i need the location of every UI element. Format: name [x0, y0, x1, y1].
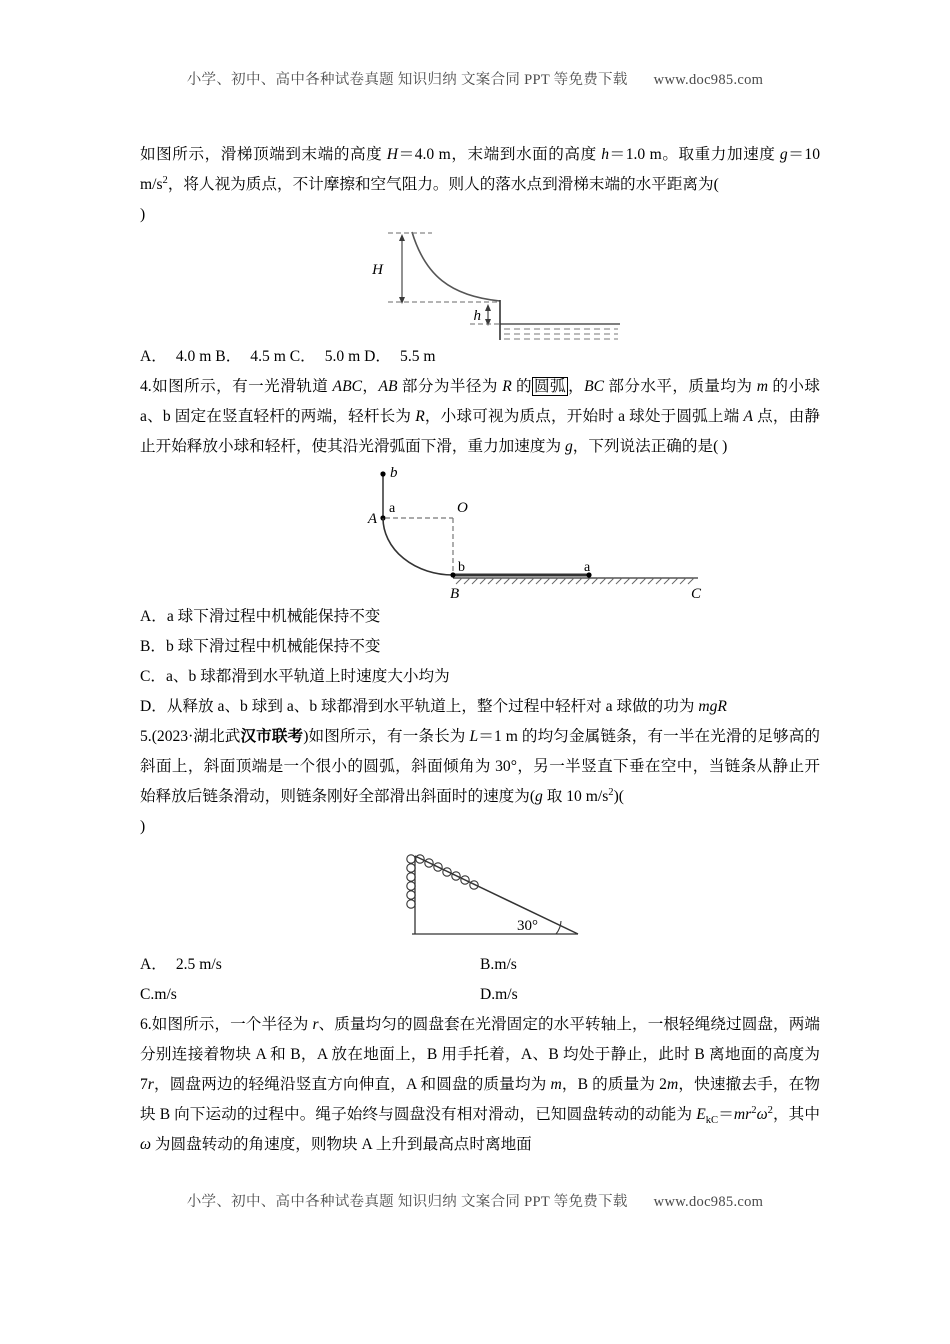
p5-option-c-label: C.: [140, 986, 155, 1003]
p4-var-BC: BC: [584, 378, 605, 395]
p4-option-b-text: b 球下滑过程中机械能保持不变: [166, 638, 381, 655]
p5-t3: 取 10 m/s: [542, 788, 609, 805]
problem-4-body: [140, 372, 820, 462]
label-a-top: a: [389, 501, 396, 516]
p6-sup-omega2: 2: [767, 1104, 773, 1116]
watermark-footer: [0, 1190, 950, 1211]
p4-t8: ，小球可视为质点，开始时 a 球处于圆弧上端: [424, 408, 744, 425]
p5-t1: 如图所示，有一条长为: [308, 728, 470, 745]
problem-3-body: [140, 140, 820, 230]
p4-option-a-text: a 球下滑过程中机械能保持不变: [166, 608, 381, 625]
p5-option-b-text: m/s: [494, 956, 517, 973]
p6-var-mr: mr: [733, 1106, 752, 1123]
arc-track-svg: [140, 462, 820, 602]
incline-chain-figure: [140, 842, 820, 950]
p6-var-r2: r: [147, 1076, 154, 1093]
p4-var-ABC: ABC: [332, 378, 362, 395]
incline-chain-svg: [140, 842, 820, 950]
p4-option-c-text: a、b 球都滑到水平轨道上时速度大小均为: [166, 668, 450, 685]
option-b-label[interactable]: B．: [215, 348, 242, 365]
p4-t2: ，: [362, 378, 379, 395]
watermark-footer-text: 小学、初中、高中各种试卷真题 知识归纳 文案合同 PPT 等免费下载: [186, 1194, 628, 1210]
option-a-text[interactable]: 4.0 m: [175, 348, 212, 365]
label-C: C: [691, 586, 702, 602]
p5-source-bold: 汉市联考: [240, 728, 304, 745]
p4-var-m: m: [756, 378, 769, 395]
p4-t7: 的小球 a、b 固定在竖直轻杆的两端，轻杆长为: [140, 378, 820, 425]
label-A: A: [367, 511, 377, 527]
problem-4-option-b[interactable]: [140, 632, 820, 662]
p4-number: 4.: [140, 378, 152, 395]
problem-5-options-row-1: [140, 950, 820, 980]
p3-text-6: ): [140, 206, 146, 223]
p5-t4: )(: [613, 788, 624, 805]
label-angle: 30°: [517, 918, 538, 934]
p3-var-H: H: [386, 146, 399, 163]
p6-var-m: m: [550, 1076, 562, 1093]
slide-water-figure: [140, 230, 820, 342]
label-O: O: [457, 500, 468, 516]
option-a-label[interactable]: A．: [140, 348, 167, 365]
p4-t1: 如图所示，有一光滑轨道: [151, 378, 333, 395]
problem-5-body: [140, 722, 820, 842]
p6-t8: 为圆盘转动的角速度，则物块 A 上升到最高点时离地面: [151, 1136, 532, 1153]
problem-5-option-b[interactable]: [480, 950, 820, 980]
p6-var-r: r: [312, 1016, 319, 1033]
p4-t4: 的: [511, 378, 533, 395]
watermark-header: [0, 68, 950, 89]
problem-5-option-a[interactable]: [140, 950, 480, 980]
p5-option-c-text: m/s: [154, 986, 177, 1003]
p6-sub-kC: kC: [705, 1115, 719, 1127]
p5-number: 5.: [140, 728, 152, 745]
p6-t6: ＝: [718, 1106, 734, 1123]
p6-var-omega2: ω: [140, 1136, 152, 1153]
p6-t7: ，其中: [772, 1106, 820, 1123]
p4-t5: ，: [568, 378, 585, 395]
p4-boxed-term: 圆弧: [534, 378, 567, 395]
watermark-header-text: 小学、初中、高中各种试卷真题 知识归纳 文案合同 PPT 等免费下载: [186, 72, 628, 88]
p4-option-d-text: 从释放 a、b 球到 a、b 球都滑到水平轨道上，整个过程中轻杆对 a 球做的功为: [166, 698, 699, 715]
option-c-text[interactable]: 5.0 m: [324, 348, 361, 365]
problem-5-option-c[interactable]: [140, 980, 480, 1010]
p6-t3: ，圆盘两边的轻绳沿竖直方向伸直，A 和圆盘的质量均为: [153, 1076, 551, 1093]
watermark-footer-url: www.doc985.com: [653, 1194, 764, 1210]
p6-t1: 如图所示，一个半径为: [151, 1016, 313, 1033]
p5-source-suffix: ): [303, 728, 309, 745]
p4-t6: 部分水平，质量均为: [604, 378, 757, 395]
option-b-text[interactable]: 4.5 m: [250, 348, 286, 365]
p4-option-d-label: D．: [140, 698, 167, 715]
p3-var-h: h: [601, 146, 609, 163]
p4-var-g: g: [564, 438, 573, 455]
p6-t2: 、质量均匀的圆盘套在光滑固定的水平转轴上，一根轻绳绕过圆盘，两端分别连接着物块 A 和 B，A 放在地面上，B 用手托着，A、B 均处于静止，此时 B 离地面的高度为 7: [140, 1016, 820, 1093]
p6-t4: ，B 的质量为 2: [561, 1076, 667, 1093]
p3-sup-2: 2: [162, 174, 168, 186]
p6-t5: ，快速撤去手，在物块 B 向下运动的过程中。绳子始终与圆盘没有相对滑动，已知圆盘转动的动能为: [140, 1076, 820, 1123]
label-h: h: [473, 308, 481, 324]
option-d-label[interactable]: D．: [364, 348, 392, 365]
option-d-text[interactable]: 5.5 m: [400, 348, 436, 365]
option-c-label[interactable]: C．: [289, 348, 316, 365]
document-content: [140, 140, 820, 1160]
problem-5-options-row-2: [140, 980, 820, 1010]
problem-3-options: [140, 342, 820, 372]
p5-option-d-label: D.: [480, 986, 496, 1003]
label-B: B: [450, 586, 460, 602]
p6-var-m2: m: [666, 1076, 679, 1093]
p5-var-g: g: [535, 788, 543, 805]
problem-4-option-a[interactable]: [140, 602, 820, 632]
p5-option-a-label: A．: [140, 956, 167, 973]
p4-var-AB: AB: [378, 378, 398, 395]
p5-option-b-label: B.: [480, 956, 495, 973]
p5-option-d-text: m/s: [495, 986, 518, 1003]
p6-var-omega: ω: [756, 1106, 768, 1123]
p5-t2: ＝1 m 的均匀金属链条，有一半在光滑的足够高的斜面上，斜面顶端是一个很小的圆弧，斜面倾角为 30°，另一半竖直下垂在空中，当链条从静止开始释放后链条滑动，则链条刚好全部滑出斜面时的速度为(: [140, 728, 820, 805]
p4-var-A: A: [743, 408, 754, 425]
p5-t5: ): [140, 818, 146, 835]
p3-text-2: ＝4.0 m，末端到水面的高度: [398, 146, 602, 163]
label-a-bottom: a: [584, 560, 591, 575]
p4-t9: 点，由静止开始释放小球和轻杆，使其沿光滑弧面下滑，重力加速度为: [140, 408, 820, 455]
p5-var-L: L: [469, 728, 479, 745]
label-b-top: b: [390, 465, 398, 481]
p3-text-5: ，将人视为质点，不计摩擦和空气阻力。则人的落水点到滑梯末端的水平距离为(: [167, 176, 719, 193]
problem-5-option-d[interactable]: [480, 980, 820, 1010]
label-b-bottom: b: [458, 560, 465, 575]
p4-var-R: R: [502, 378, 512, 395]
p4-option-c-label: C．: [140, 668, 166, 685]
p6-sup-mr2: 2: [751, 1104, 757, 1116]
p4-option-d-suffix: mgR: [698, 698, 727, 715]
p6-var-E: E: [696, 1106, 706, 1123]
p4-t10: ，下列说法正确的是( ): [572, 438, 728, 455]
problem-4-option-c[interactable]: [140, 662, 820, 692]
p4-option-b-label: B．: [140, 638, 166, 655]
p3-text-1: 如图所示，滑梯顶端到末端的高度: [140, 146, 387, 163]
p5-option-a-text: 2.5 m/s: [175, 956, 222, 973]
p5-sup-2: 2: [608, 786, 614, 798]
p5-source-prefix: (2023·湖北武: [151, 728, 241, 745]
p4-option-a-label: A．: [140, 608, 167, 625]
arc-track-figure: [140, 462, 820, 602]
watermark-header-url: www.doc985.com: [653, 72, 764, 88]
slide-water-svg: [140, 230, 820, 342]
p4-t3: 部分为半径为: [397, 378, 503, 395]
p4-var-R2: R: [415, 408, 425, 425]
p3-var-g: g: [779, 146, 788, 163]
problem-6-body: [140, 1010, 820, 1160]
p3-text-4: ＝10 m/s: [140, 146, 820, 193]
label-H: H: [372, 262, 383, 278]
p6-number: 6.: [140, 1016, 152, 1033]
problem-4-option-d[interactable]: [140, 692, 820, 722]
p3-text-3: ＝1.0 m。取重力加速度: [609, 146, 780, 163]
